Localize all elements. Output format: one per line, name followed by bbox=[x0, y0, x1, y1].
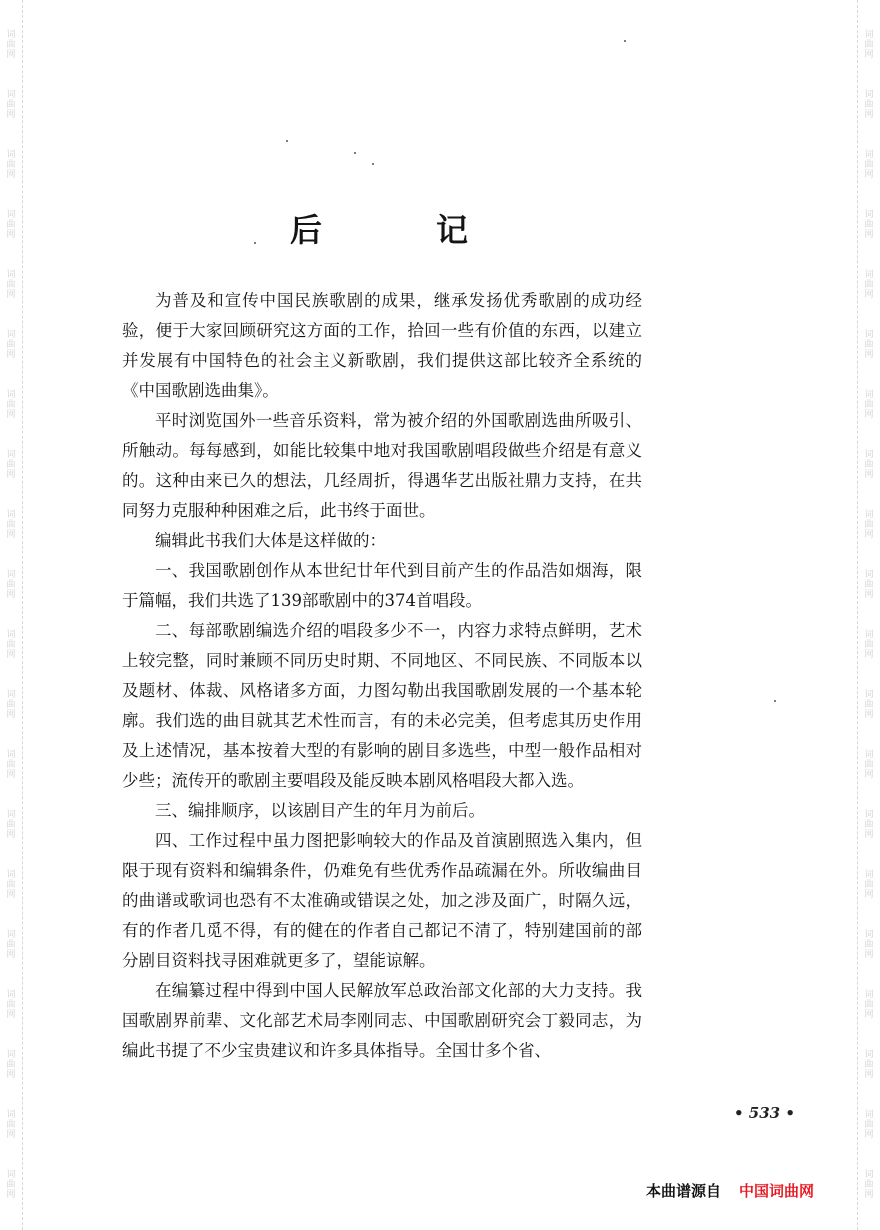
watermark-text: 词曲网 bbox=[6, 1110, 16, 1140]
watermark-text: 词曲网 bbox=[864, 1050, 874, 1080]
watermark-text: 词曲网 bbox=[6, 930, 16, 960]
watermark-text: 词曲网 bbox=[864, 510, 874, 540]
watermark-text: 词曲网 bbox=[864, 90, 874, 120]
watermark-text: 词曲网 bbox=[864, 750, 874, 780]
watermark-text: 词曲网 bbox=[864, 30, 874, 60]
watermark-text: 词曲网 bbox=[6, 150, 16, 180]
watermark-text: 词曲网 bbox=[6, 810, 16, 840]
watermark-text: 词曲网 bbox=[864, 1110, 874, 1140]
watermark-text: 词曲网 bbox=[864, 630, 874, 660]
watermark-text: 词曲网 bbox=[864, 930, 874, 960]
scan-speck bbox=[254, 242, 256, 244]
paragraph: 一、我国歌剧创作从本世纪廿年代到目前产生的作品浩如烟海，限于篇幅，我们共选了139部歌剧中的374首唱段。 bbox=[122, 561, 642, 610]
paragraph: 三、编排顺序，以该剧目产生的年月为前后。 bbox=[155, 801, 485, 820]
watermark-text: 词曲网 bbox=[6, 1050, 16, 1080]
watermark-text: 词曲网 bbox=[864, 570, 874, 600]
watermark-text: 词曲网 bbox=[6, 90, 16, 120]
watermark-text: 词曲网 bbox=[864, 270, 874, 300]
paragraph: 四、工作过程中虽力图把影响较大的作品及首演剧照选入集内，但限于现有资料和编辑条件，仍难免有些优秀作品疏漏在外。所收编曲目的曲谱或歌词也恐有不太准确或错误之处，加之涉及面广，时隔久远，有的作者几觅不得，有的健在的作者自己都记不清了，特别建国前的部分剧目资料找寻困难就更多了，望能谅解。 bbox=[122, 831, 642, 970]
watermark-text: 词曲网 bbox=[6, 990, 16, 1020]
title-char: 后 bbox=[290, 211, 325, 249]
watermark-text: 词曲网 bbox=[864, 330, 874, 360]
watermark-text: 词曲网 bbox=[6, 30, 16, 60]
watermark-text: 词曲网 bbox=[6, 750, 16, 780]
watermark-text: 词曲网 bbox=[864, 450, 874, 480]
watermark-text: 词曲网 bbox=[6, 630, 16, 660]
watermark-text: 词曲网 bbox=[6, 1170, 16, 1200]
watermark-text: 词曲网 bbox=[6, 210, 16, 240]
watermark-text: 词曲网 bbox=[864, 1170, 874, 1200]
watermark-text: 词曲网 bbox=[6, 330, 16, 360]
watermark-text: 词曲网 bbox=[6, 510, 16, 540]
scan-speck bbox=[354, 152, 356, 154]
scan-speck bbox=[372, 163, 374, 165]
page-title bbox=[290, 205, 470, 251]
title-char: 记 bbox=[435, 211, 470, 249]
watermark-text: 词曲网 bbox=[6, 390, 16, 420]
watermark-text: 词曲网 bbox=[864, 870, 874, 900]
watermark-text: 词曲网 bbox=[864, 690, 874, 720]
watermark-text: 词曲网 bbox=[864, 990, 874, 1020]
scan-speck bbox=[286, 140, 288, 142]
site-name: 中国词曲网 bbox=[739, 1182, 815, 1200]
watermark-text: 词曲网 bbox=[6, 870, 16, 900]
watermark-text: 词曲网 bbox=[864, 810, 874, 840]
paragraph: 二、每部歌剧编选介绍的唱段多少不一，内容力求特点鲜明，艺术上较完整，同时兼顾不同历史时期、不同地区、不同民族、不同版本以及题材、体裁、风格诸多方面，力图勾勒出我国歌剧发展的一个基本轮廓。我们选的曲目就其艺术性而言，有的未必完美，但考虑其历史作用及上述情况，基本按着大型的有影响的剧目多选些，中型一般作品相对少些；流传开的歌剧主要唱段及能反映本剧风格唱段大都入选。 bbox=[122, 621, 642, 790]
watermark-text: 词曲网 bbox=[6, 450, 16, 480]
watermark-text: 词曲网 bbox=[864, 390, 874, 420]
watermark-text: 词曲网 bbox=[6, 270, 16, 300]
watermark-text: 词曲网 bbox=[864, 150, 874, 180]
scan-speck bbox=[774, 700, 776, 702]
right-watermark-strip bbox=[857, 0, 880, 1230]
afterword-body bbox=[122, 286, 642, 1066]
watermark-text: 词曲网 bbox=[864, 210, 874, 240]
source-label: 本曲谱源自 bbox=[646, 1182, 722, 1200]
watermark-text: 词曲网 bbox=[6, 570, 16, 600]
paragraph: 在编纂过程中得到中国人民解放军总政治部文化部的大力支持。我国歌剧界前辈、文化部艺术局李刚同志、中国歌剧研究会丁毅同志，为编此书提了不少宝贵建议和许多具体指导。全国廿多个省、 bbox=[122, 981, 642, 1060]
source-footer bbox=[646, 1180, 814, 1201]
paragraph: 编辑此书我们大体是这样做的： bbox=[155, 531, 386, 550]
scan-speck bbox=[624, 40, 626, 42]
page-number: • 533 • bbox=[734, 1104, 795, 1122]
paragraph: 平时浏览国外一些音乐资料，常为被介绍的外国歌剧选曲所吸引、所触动。每每感到，如能比较集中地对我国歌剧唱段做些介绍是有意义的。这种由来已久的想法，几经周折，得遇华艺出版社鼎力支持，在共同努力克服种种困难之后，此书终于面世。 bbox=[122, 411, 642, 520]
left-watermark-strip bbox=[0, 0, 23, 1230]
watermark-text: 词曲网 bbox=[6, 690, 16, 720]
paragraph: 为普及和宣传中国民族歌剧的成果，继承发扬优秀歌剧的成功经验，便于大家回顾研究这方面的工作，拾回一些有价值的东西，以建立并发展有中国特色的社会主义新歌剧，我们提供这部比较齐全系统的《中国歌剧选曲集》。 bbox=[122, 291, 642, 400]
